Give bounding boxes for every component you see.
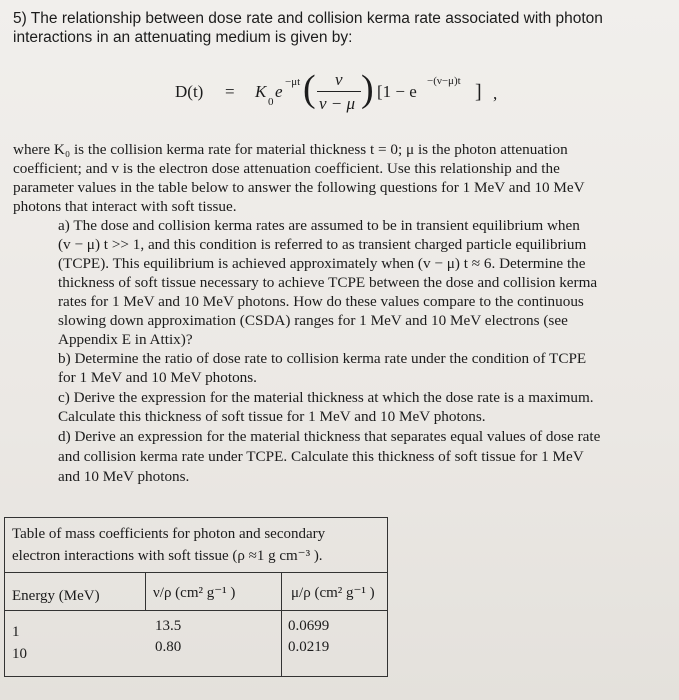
table-row-2-nu-rho: 0.80: [155, 639, 182, 655]
equation-coefficient-subscript: 0: [268, 96, 274, 108]
part-c-line-2: Calculate this thickness of soft tissue for 1 MeV and 10 MeV photons.: [58, 408, 486, 425]
body-line-2: coefficient; and v is the electron dose attenuation coefficient. Use this relationship and the: [13, 160, 560, 177]
part-a-line-7: Appendix E in Attix)?: [58, 331, 193, 348]
table-header-mu-rho: μ/ρ (cm² g⁻¹ ): [291, 585, 375, 601]
table-row-1-mu-rho: 0.0699: [288, 618, 330, 634]
coefficient-table: [4, 517, 388, 677]
part-a-line-5: rates for 1 MeV and 10 MeV photons. How do these values compare to the continuous: [58, 293, 584, 310]
part-c-line-1: c) Derive the expression for the material thickness at which the dose rate is a maximum.: [58, 389, 594, 406]
table-caption-line-1: Table of mass coefficients for photon and secondary: [12, 526, 326, 542]
table-caption-divider: [5, 572, 387, 573]
fraction-denominator: ν − μ: [319, 94, 356, 113]
right-paren-icon: ): [361, 68, 374, 110]
part-b-line-2: for 1 MeV and 10 MeV photons.: [58, 369, 257, 386]
equation-exp-base: e: [275, 82, 283, 101]
table-caption-line-2: electron interactions with soft tissue (ρ ≈1 g cm⁻³ ).: [12, 548, 323, 564]
part-d-line-1: d) Derive an expression for the material thickness that separates equal values of dose rate: [58, 428, 601, 445]
fraction-numerator: ν: [335, 70, 343, 89]
left-paren-icon: (: [303, 68, 316, 110]
dose-rate-equation: [175, 66, 505, 116]
table-row-2-mu-rho: 0.0219: [288, 639, 330, 655]
body-line-3: parameter values in the table below to answer the following questions for 1 MeV and 10 MeV: [13, 179, 585, 196]
equation-equals: =: [225, 82, 235, 101]
part-d-line-3: and 10 MeV photons.: [58, 468, 190, 485]
part-a-line-3: (TCPE). This equilibrium is achieved approximately when (v − μ) t ≈ 6. Determine the: [58, 255, 586, 272]
table-header-divider: [5, 610, 387, 611]
body-line-1: where K₀ is the collision kerma rate for material thickness t = 0; μ is the photon attenuation: [13, 141, 568, 158]
part-d-line-2: and collision kerma rate under TCPE. Calculate this thickness of soft tissue for 1 MeV: [58, 448, 584, 465]
part-a-line-2: (v − μ) t >> 1, and this condition is referred to as transient charged particle equilibrium: [58, 236, 587, 253]
table-row-2-energy: 10: [12, 646, 27, 662]
part-a-line-6: slowing down approximation (CSDA) ranges for 1 MeV and 10 MeV electrons (see: [58, 312, 568, 329]
problem-title-line-2: interactions in an attenuating medium is given by:: [13, 29, 353, 46]
table-header-nu-rho: ν/ρ (cm² g⁻¹ ): [153, 585, 236, 601]
equation-lhs: D(t): [175, 82, 204, 101]
table-row-1-energy: 1: [12, 624, 20, 640]
bracket-close: ]: [475, 81, 482, 103]
problem-title-line-1: 5) The relationship between dose rate and collision kerma rate associated with photon: [13, 10, 603, 27]
table-header-energy: Energy (MeV): [12, 588, 100, 604]
part-a-line-1: a) The dose and collision kerma rates are assumed to be in transient equilibrium when: [58, 217, 580, 234]
equation-exp-superscript: −μt: [285, 76, 301, 88]
table-row-1-nu-rho: 13.5: [155, 618, 182, 634]
fraction-bar: [317, 91, 361, 92]
table-divider-v2: [281, 572, 282, 676]
body-line-4: photons that interact with soft tissue.: [13, 198, 237, 215]
part-b-line-1: b) Determine the ratio of dose rate to collision kerma rate under the condition of TCPE: [58, 350, 587, 367]
part-a-line-4: thickness of soft tissue necessary to achieve TCPE between the dose and collision kerma: [58, 274, 598, 291]
equation-coefficient: K: [255, 82, 267, 101]
bracket-term: [1 − e: [377, 82, 417, 101]
equation-comma: ,: [493, 84, 498, 103]
table-divider-v1: [145, 572, 146, 610]
bracket-exp-superscript: −(ν−μ)t: [427, 75, 461, 87]
